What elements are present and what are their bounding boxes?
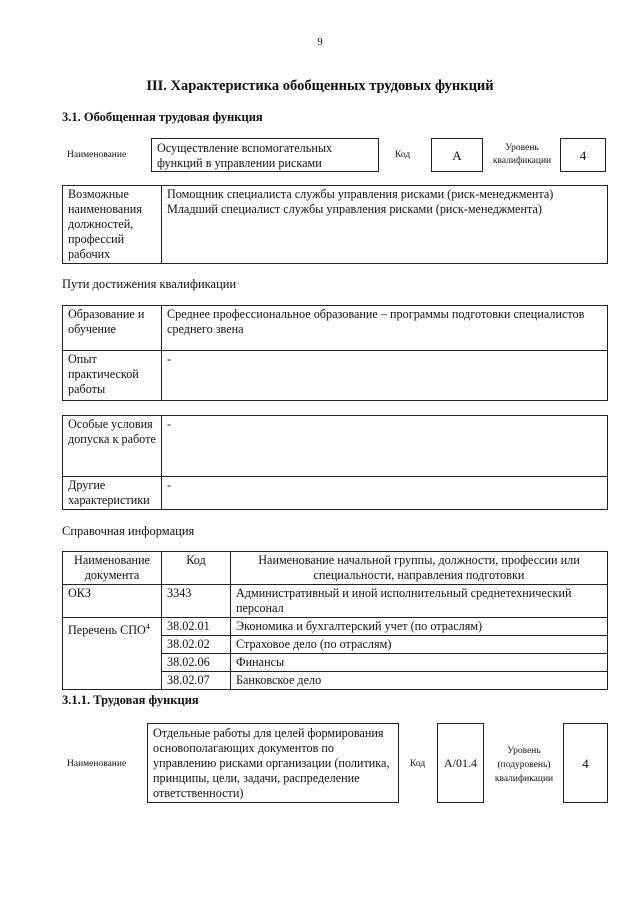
positions-label: Возможные наименования должностей, профессий рабочих	[63, 186, 162, 264]
tf-level-value: 4	[582, 756, 589, 771]
ref-header-name: Наименование начальной группы, должности, профессии или специальности, направления подготовки	[231, 552, 608, 585]
tf-code-value: A/01.4	[444, 756, 477, 770]
experience-label: Опыт практической работы	[63, 351, 162, 401]
ref-okz-name: Административный и иной исполнительный среднетехнический персонал	[231, 585, 608, 618]
positions-values	[162, 186, 608, 264]
gtf-code-value: А	[452, 148, 462, 163]
education-label: Образование и обучение	[63, 306, 162, 351]
tf-code-box	[437, 723, 484, 803]
position-item: Младший специалист службы управления рисками (риск-менеджмента)	[167, 202, 542, 216]
gtf-name-label: Наименование	[67, 150, 127, 160]
ref-okz-code: 3343	[162, 585, 231, 618]
paths-table	[62, 305, 608, 401]
ref-header-doc: Наименование документа	[63, 552, 162, 585]
ref-header-code: Код	[162, 552, 231, 585]
other-label: Другие характеристики	[63, 477, 162, 510]
tf-level-box	[563, 723, 608, 803]
gtf-level-value: 4	[579, 148, 587, 163]
section-title: III. Характеристика обобщенных трудовых функций	[146, 78, 494, 94]
positions-table	[62, 185, 608, 264]
tf-heading: 3.1.1. Трудовая функция	[62, 693, 199, 707]
ref-spo-name: Экономика и бухгалтерский учет (по отраслям)	[231, 618, 608, 636]
gtf-name-box	[151, 138, 379, 172]
gtf-level-box	[560, 138, 606, 172]
ref-spo-code: 38.02.01	[162, 618, 231, 636]
education-value: Среднее профессиональное образование – программы подготовки специалистов среднего звена	[162, 306, 608, 351]
tf-code-label: Код	[410, 759, 426, 769]
ref-spo-doc	[63, 618, 162, 690]
conditions-value: -	[162, 416, 608, 477]
other-value: -	[162, 477, 608, 510]
position-item: Помощник специалиста службы управления рисками (риск-менеджмента)	[167, 187, 554, 201]
gtf-code-box	[431, 138, 483, 172]
ref-spo-code: 38.02.02	[162, 636, 231, 654]
tf-name-label: Наименование	[67, 759, 127, 769]
gtf-heading: 3.1. Обобщенная трудовая функция	[62, 110, 263, 124]
ref-spo-code: 38.02.06	[162, 654, 231, 672]
experience-value: -	[162, 351, 608, 401]
conditions-table	[62, 415, 608, 510]
gtf-level-label: Уровень квалификации	[492, 143, 552, 166]
ref-okz-doc: ОКЗ	[63, 585, 162, 618]
tf-name-value: Отдельные работы для целей формирования основополагающих документов по управлению рисками организации (политика, принципы, цели, задачи, распределение ответственности)	[153, 726, 390, 800]
gtf-name-value: Осуществление вспомогательных функций в управлении рисками	[157, 141, 333, 170]
gtf-code-label: Код	[395, 150, 411, 160]
ref-spo-code: 38.02.07	[162, 672, 231, 690]
paths-heading: Пути достижения квалификации	[62, 277, 237, 291]
reference-table	[62, 551, 608, 690]
ref-spo-name: Страховое дело (по отраслям)	[231, 636, 608, 654]
ref-spo-name: Финансы	[231, 654, 608, 672]
ref-spo-doc-label: Перечень СПО	[68, 623, 146, 638]
tf-level-label: Уровень (подуровень) квалификации	[494, 746, 554, 784]
reference-heading: Справочная информация	[62, 524, 195, 538]
ref-spo-name: Банковское дело	[231, 672, 608, 690]
page-number: 9	[317, 36, 323, 48]
footnote-marker: 4	[145, 622, 150, 631]
tf-name-box	[147, 723, 399, 803]
conditions-label: Особые условия допуска к работе	[63, 416, 162, 477]
